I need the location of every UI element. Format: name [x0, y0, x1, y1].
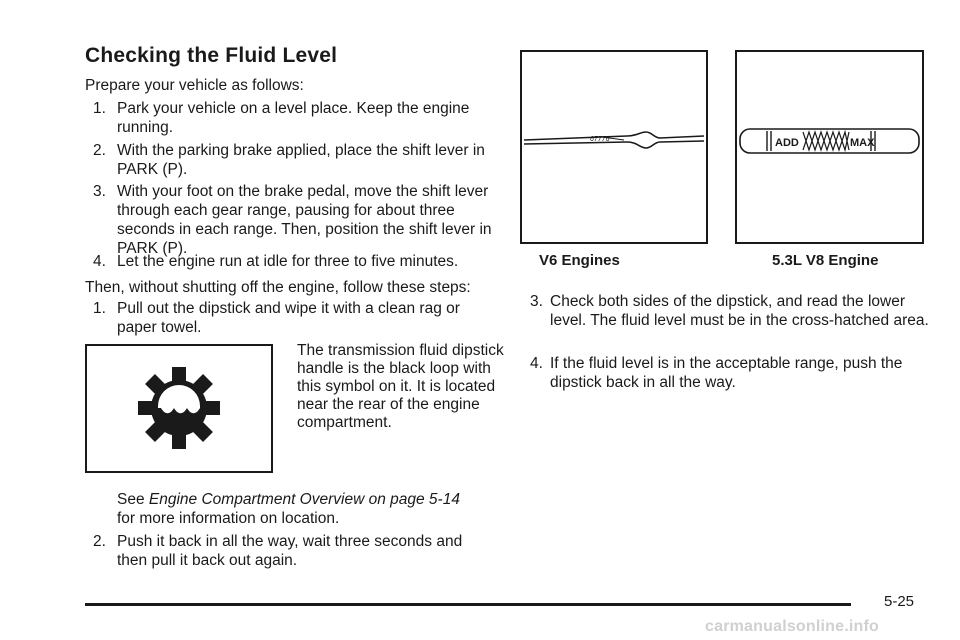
step-number: 3. [93, 183, 106, 200]
check-step-1 [93, 299, 493, 337]
step-text: Pull out the dipstick and wipe it with a clean rag or paper towel. [117, 300, 460, 336]
step-text: Push it back in all the way, wait three seconds and then pull it back out again. [117, 533, 463, 569]
step-text: Check both sides of the dipstick, and read the lower level. The fluid level must be in the cross-hatched area. [550, 293, 929, 329]
see-link[interactable]: Engine Compartment Overview on page 5-14 [148, 491, 460, 508]
symbol-note: The transmission fluid dipstick handle is the black loop with this symbol on it. It is located near the rear of the engine compartment. [297, 342, 504, 431]
intro-text: Prepare your vehicle as follows: [85, 77, 304, 94]
footer-rule [85, 603, 851, 606]
add-label: ADD [775, 137, 799, 149]
symbol-figure [85, 344, 273, 473]
v6-caption: V6 Engines [539, 252, 620, 269]
step-text: With your foot on the brake pedal, move the shift lever through each gear range, pausing for about three seconds in each range. Then, position the shift lever in PARK (P). [117, 183, 492, 257]
step-number: 1. [93, 100, 106, 117]
step-number: 4. [93, 253, 106, 270]
v8-dipstick-drawing [737, 52, 922, 242]
section-title: Checking the Fluid Level [85, 44, 338, 67]
step-number: 4. [530, 355, 543, 372]
page-number: 5-25 [884, 593, 915, 610]
step-text: Let the engine run at idle for three to five minutes. [117, 253, 459, 270]
v8-caption: 5.3L V8 Engine [772, 252, 879, 269]
see-reference [117, 490, 497, 528]
check-step-3 [530, 292, 930, 330]
check-step-2 [93, 532, 493, 570]
step-text: If the fluid level is in the acceptable range, push the dipstick back in all the way. [550, 355, 903, 391]
v6-dipstick-figure [520, 50, 708, 244]
prep-step-1 [93, 99, 493, 137]
transmission-fluid-gear-icon [87, 346, 271, 471]
see-prefix: See [117, 491, 145, 508]
check-step-4 [530, 354, 930, 392]
v6-dipstick-drawing [522, 52, 706, 242]
step-number: 1. [93, 300, 106, 317]
step-number: 2. [93, 533, 106, 550]
prep-step-2 [93, 141, 493, 179]
step-number: 2. [93, 142, 106, 159]
prep-step-3 [93, 182, 493, 258]
step-number: 3. [530, 293, 543, 310]
max-label: MAX [850, 137, 875, 149]
then-text: Then, without shutting off the engine, follow these steps: [85, 279, 471, 296]
v6-dipstick-mark: 67776 [590, 136, 610, 143]
step-text: Park your vehicle on a level place. Keep the engine running. [117, 100, 470, 136]
prep-step-4 [93, 252, 493, 271]
watermark: carmanualsonline.info [705, 618, 880, 635]
step-text: With the parking brake applied, place the shift lever in PARK (P). [117, 142, 485, 178]
see-suffix: for more information on location. [117, 510, 340, 527]
v8-dipstick-figure [735, 50, 924, 244]
